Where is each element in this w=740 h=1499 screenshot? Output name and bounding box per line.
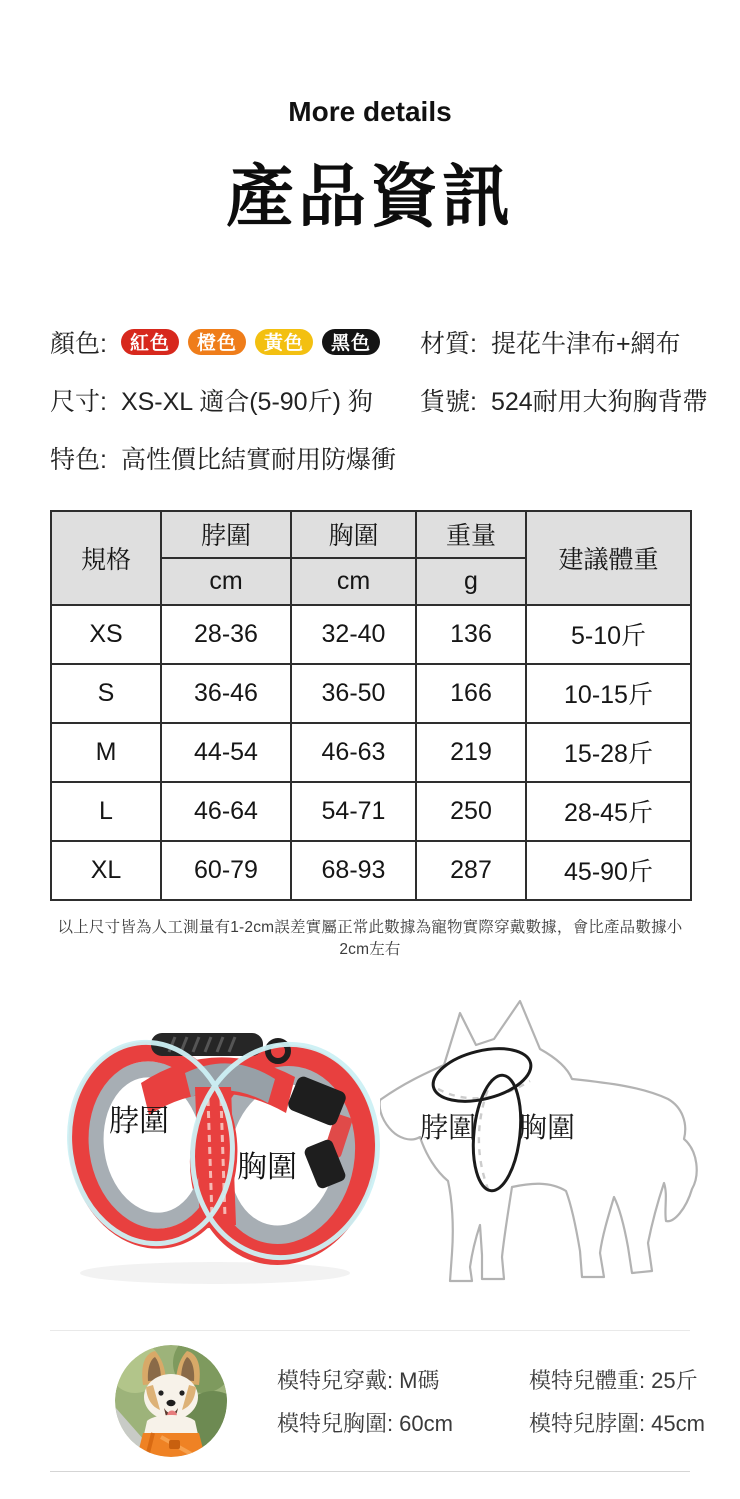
cell-chest: 68-93 <box>291 841 416 900</box>
cell-spec: L <box>51 782 161 841</box>
table-row-xs <box>51 605 691 664</box>
cell-chest: 46-63 <box>291 723 416 782</box>
color-pill-orange: 橙色 <box>188 329 246 355</box>
attr-color <box>50 324 420 360</box>
model-neck-value: 45cm <box>651 1410 705 1436</box>
model-info-grid <box>277 1364 711 1438</box>
color-pill-group <box>121 329 380 355</box>
unit-chest-cm: cm <box>291 558 416 605</box>
cell-weight: 166 <box>416 664 526 723</box>
cell-weight: 287 <box>416 841 526 900</box>
measurement-note: 以上尺寸皆為人工測量有1-2cm誤差實屬正常此數據為寵物實際穿戴數據，會比產品數據小2cm左右 <box>57 918 683 958</box>
cell-chest: 32-40 <box>291 605 416 664</box>
subtitle: More details <box>288 96 452 127</box>
cell-neck: 60-79 <box>161 841 291 900</box>
model-chest-label: 模特兒胸圍: <box>277 1410 394 1436</box>
attr-material-label: 材質: <box>420 329 477 358</box>
attr-size-label: 尺寸: <box>50 387 107 416</box>
cell-suggested: 15-28斤 <box>526 723 691 782</box>
model-body-weight-label: 模特兒體重: <box>529 1367 646 1393</box>
model-photo <box>115 1345 227 1457</box>
attr-feature <box>50 440 420 476</box>
model-neck <box>529 1407 711 1438</box>
table-row-m <box>51 723 691 782</box>
color-pill-red: 紅色 <box>121 329 179 355</box>
col-header-spec: 規格 <box>51 511 161 605</box>
cell-spec: XL <box>51 841 161 900</box>
size-table <box>50 510 692 901</box>
col-header-suggested-weight: 建議體重 <box>526 511 691 605</box>
attr-material <box>420 324 708 360</box>
table-row-xl <box>51 841 691 900</box>
table-row-l <box>51 782 691 841</box>
attr-size <box>50 382 420 418</box>
cell-suggested: 10-15斤 <box>526 664 691 723</box>
cell-suggested: 5-10斤 <box>526 605 691 664</box>
product-attributes <box>50 324 708 476</box>
cell-suggested: 28-45斤 <box>526 782 691 841</box>
harness-neck-label: 脖圍 <box>109 1104 169 1138</box>
color-pill-yellow: 黃色 <box>255 329 313 355</box>
cell-neck: 46-64 <box>161 782 291 841</box>
corgi-photo-icon <box>115 1345 227 1457</box>
model-wear-label: 模特兒穿戴: <box>277 1367 394 1393</box>
table-row-s <box>51 664 691 723</box>
page-title: 產品資訊 <box>225 159 514 235</box>
cell-weight: 250 <box>416 782 526 841</box>
cell-suggested: 45-90斤 <box>526 841 691 900</box>
model-chest-value: 60cm <box>399 1410 453 1436</box>
cell-weight: 219 <box>416 723 526 782</box>
cell-neck: 36-46 <box>161 664 291 723</box>
cell-spec: M <box>51 723 161 782</box>
model-neck-label: 模特兒脖圍: <box>529 1410 646 1436</box>
cell-chest: 36-50 <box>291 664 416 723</box>
col-header-chest: 胸圍 <box>291 511 416 558</box>
cell-chest: 54-71 <box>291 782 416 841</box>
col-header-neck: 脖圍 <box>161 511 291 558</box>
cell-neck: 28-36 <box>161 605 291 664</box>
unit-weight-g: g <box>416 558 526 605</box>
cell-spec: S <box>51 664 161 723</box>
dog-chest-label: 胸圍 <box>519 1111 576 1143</box>
model-body-weight-value: 25斤 <box>651 1367 698 1393</box>
harness-chest-label: 胸圍 <box>237 1150 297 1184</box>
unit-neck-cm: cm <box>161 558 291 605</box>
model-info-section <box>50 1330 705 1472</box>
attr-size-value: XS-XL 適合(5-90斤) 狗 <box>120 387 373 416</box>
dog-measurement-diagram <box>380 993 720 1298</box>
attr-sku-value: 524耐用大狗胸背帶 <box>490 387 708 416</box>
attr-feature-value: 高性價比結實耐用防爆衝 <box>120 445 396 474</box>
cell-spec: XS <box>51 605 161 664</box>
attr-material-value: 提花牛津布+網布 <box>490 329 681 358</box>
model-body-weight <box>529 1364 711 1395</box>
model-wear-value: M碼 <box>399 1367 440 1393</box>
attr-color-label: 顏色: <box>50 329 107 358</box>
color-pill-black: 黑色 <box>322 329 380 355</box>
harness-photo <box>45 993 380 1298</box>
attr-sku-label: 貨號: <box>420 387 477 416</box>
dog-neck-label: 脖圍 <box>420 1111 477 1143</box>
col-header-weight: 重量 <box>416 511 526 558</box>
model-chest <box>277 1407 529 1438</box>
cell-weight: 136 <box>416 605 526 664</box>
model-wear <box>277 1364 529 1395</box>
cell-neck: 44-54 <box>161 723 291 782</box>
measurement-diagrams <box>45 993 720 1298</box>
attr-sku <box>420 382 708 418</box>
attr-feature-label: 特色: <box>50 445 107 474</box>
